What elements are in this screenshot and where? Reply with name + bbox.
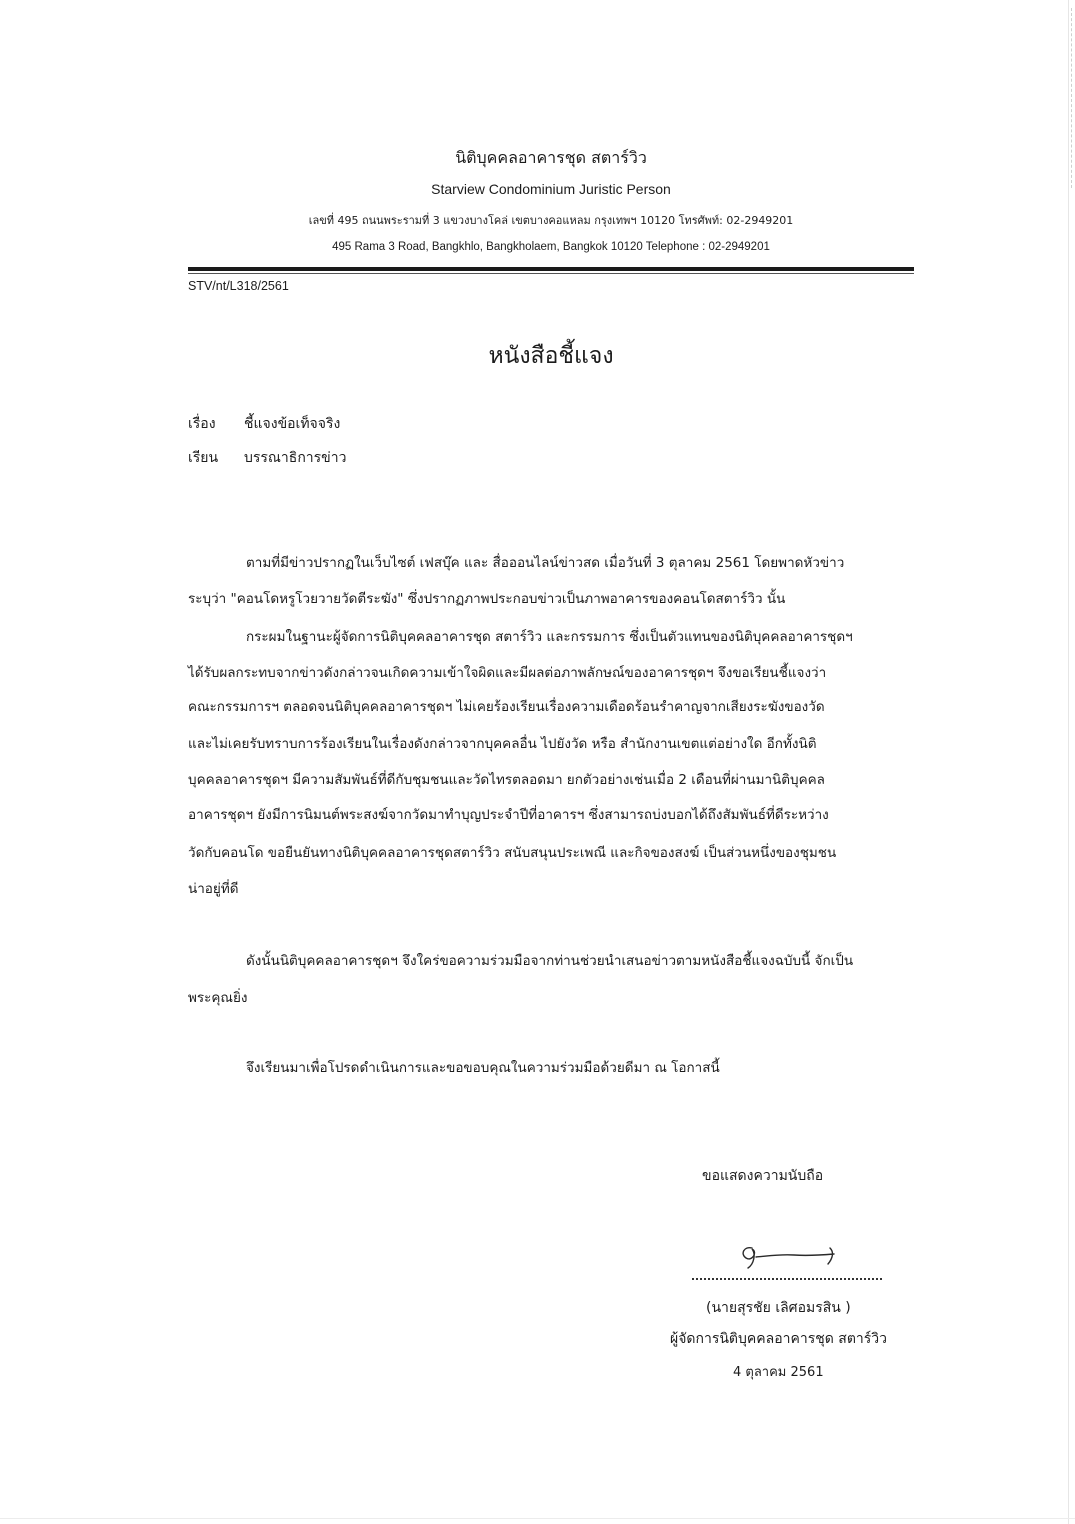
body-line: และไม่เคยรับทราบการร้องเรียนในเรื่องดังกล่าวจากบุคคลอื่น ไปยังวัด หรือ สำนักงานเขตแต่อย่างใด อีกทั้งนิติ xyxy=(188,736,817,752)
letterhead-divider-thin xyxy=(188,273,914,274)
body-line: คณะกรรมการฯ ตลอดจนนิติบุคคลอาคารชุดฯ ไม่เคยร้องเรียนเรื่องความเดือดร้อนรำคาญจากเสียงระฆังของวัด xyxy=(188,699,825,715)
recipient-line xyxy=(188,447,346,469)
body-line: จึงเรียนมาเพื่อโปรดดำเนินการและขอขอบคุณในความร่วมมือด้วยดีมา ณ โอกาสนี้ xyxy=(246,1060,720,1076)
body-line: น่าอยู่ที่ดี xyxy=(188,881,239,897)
scan-edge-mark xyxy=(1071,8,1073,188)
signature-image xyxy=(738,1240,848,1272)
letterhead-name-th: นิติบุคคลอาคารชุด สตาร์วิว xyxy=(455,148,647,167)
page-edge-right xyxy=(1068,0,1069,1524)
page-edge-bottom xyxy=(0,1518,1075,1519)
recipient-value: บรรณาธิการข่าว xyxy=(244,450,347,466)
body-line: กระผมในฐานะผู้จัดการนิติบุคคลอาคารชุด สตาร์วิว และกรรมการ ซึ่งเป็นตัวแทนของนิติบุคคลอาคารชุดฯ xyxy=(246,629,853,645)
signer-name: (นายสุรชัย เลิศอมรสิน ) xyxy=(706,1300,851,1316)
body-line: อาคารชุดฯ ยังมีการนิมนต์พระสงฆ์จากวัดมาทำบุญประจำปีที่อาคารฯ ซึ่งสามารถบ่งบอกได้ถึงสัมพันธ์ที่ดีระหว่าง xyxy=(188,807,829,823)
letterhead-name-en: Starview Condominium Juristic Person xyxy=(431,181,671,197)
reference-number: STV/nt/L318/2561 xyxy=(188,279,289,293)
signer-title: ผู้จัดการนิติบุคคลอาคารชุด สตาร์วิว xyxy=(670,1331,888,1347)
body-line: ดังนั้นนิติบุคคลอาคารชุดฯ จึงใคร่ขอความร่วมมือจากท่านช่วยนำเสนอข่าวตามหนังสือชี้แจงฉบับนี้ จักเป็น xyxy=(246,953,854,969)
letterhead-address-en: 495 Rama 3 Road, Bangkhlo, Bangkholaem, Bangkok 10120 Telephone : 02-2949201 xyxy=(332,241,770,253)
signature-line xyxy=(692,1278,882,1280)
letterhead-divider xyxy=(188,267,914,271)
letterhead-address-th: เลขที่ 495 ถนนพระรามที่ 3 แขวงบางโคล่ เขตบางคอแหลม กรุงเทพฯ 10120 โทรศัพท์: 02-2949201 xyxy=(308,214,794,227)
closing-regards: ขอแสดงความนับถือ xyxy=(702,1168,824,1184)
subject-value: ชี้แจงข้อเท็จจริง xyxy=(244,416,341,432)
subject-label: เรื่อง xyxy=(188,416,216,432)
recipient-label: เรียน xyxy=(188,450,219,466)
body-line: วัดกับคอนโด ขอยืนยันทางนิติบุคคลอาคารชุดสตาร์วิว สนับสนุนประเพณี และกิจของสงฆ์ เป็นส่วนหนึ่งของชุมชน xyxy=(188,845,837,861)
body-line: ระบุว่า "คอนโดหรูโวยวายวัดตีระฆัง" ซึ่งปรากฏภาพประกอบข่าวเป็นภาพอาคารของคอนโดสตาร์วิว นั้น xyxy=(188,591,786,607)
subject-line xyxy=(188,413,340,435)
body-line: ตามที่มีข่าวปรากฏในเว็บไซต์ เฟสบุ๊ค และ สื่อออนไลน์ข่าวสด เมื่อวันที่ 3 ตุลาคม 2561 โดยพาดหัวข่าว xyxy=(246,555,845,571)
signature-date: 4 ตุลาคม 2561 xyxy=(733,1365,824,1380)
body-line: พระคุณยิ่ง xyxy=(188,990,248,1006)
body-line: บุคคลอาคารชุดฯ มีความสัมพันธ์ที่ดีกับชุมชนและวัดไทรตลอดมา ยกตัวอย่างเช่นเมื่อ 2 เดือนที่ผ่านมานิติบุคคล xyxy=(188,772,825,788)
document-title: หนังสือชี้แจง xyxy=(488,343,614,369)
body-line: ได้รับผลกระทบจากข่าวดังกล่าวจนเกิดความเข้าใจผิดและมีผลต่อภาพลักษณ์ของอาคารชุดฯ จึงขอเรียนชี้แจงว่า xyxy=(188,665,827,681)
